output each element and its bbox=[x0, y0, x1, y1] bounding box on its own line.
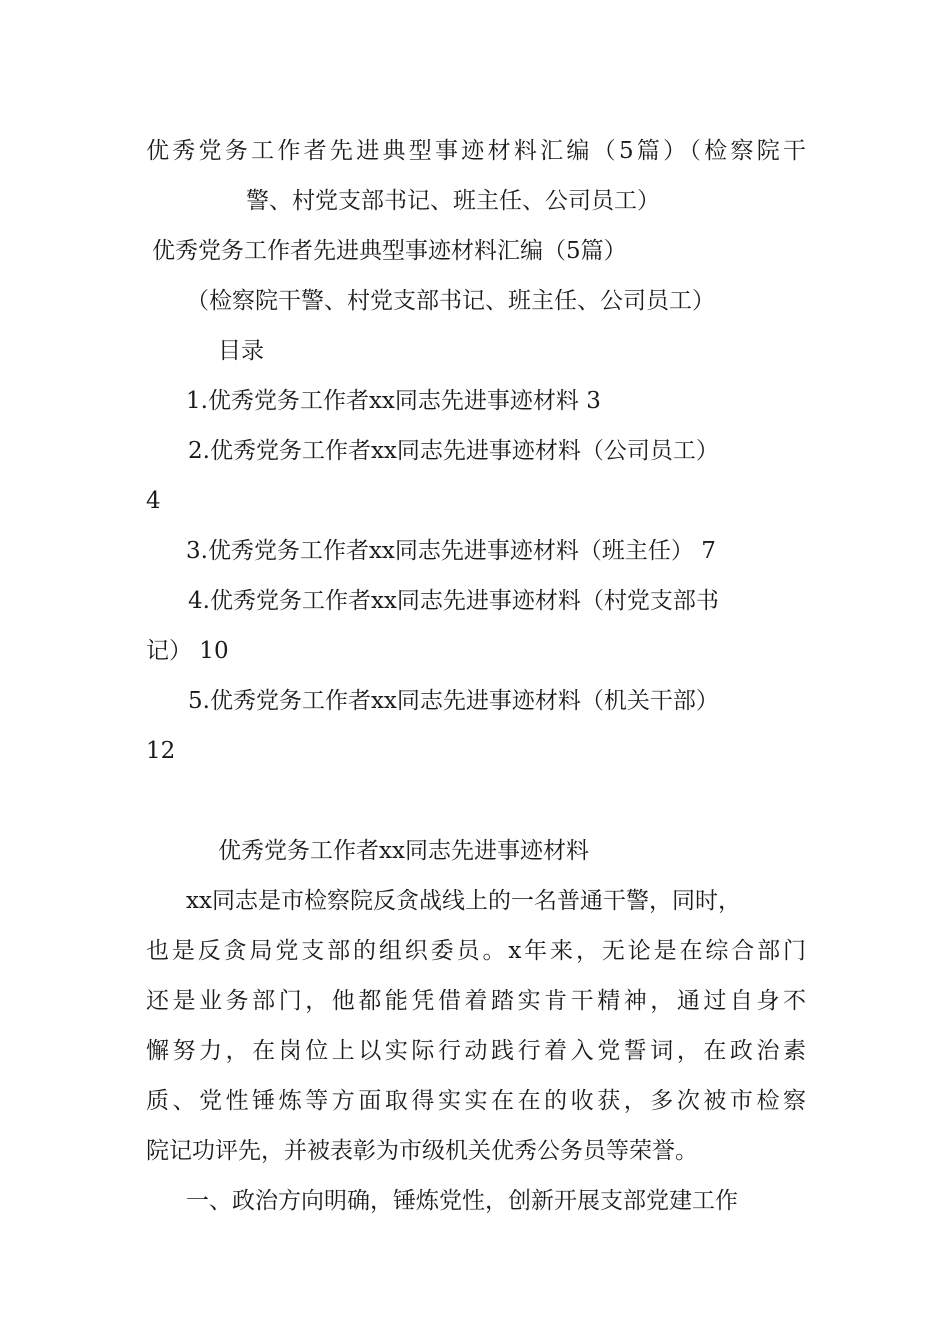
doc-title-line-2: 警、村党支部书记、班主任、公司员工） bbox=[246, 188, 660, 214]
article-paragraph-line: 还是业务部门，他都能凭借着踏实肯干精神，通过自身不 bbox=[146, 988, 806, 1014]
toc-item-2: 2.优秀党务工作者xx同志先进事迹材料（公司员工） bbox=[188, 438, 719, 464]
toc-item-5: 5.优秀党务工作者xx同志先进事迹材料（机关干部） bbox=[188, 688, 719, 714]
article-title: 优秀党务工作者xx同志先进事迹材料 bbox=[218, 838, 589, 864]
toc-item-5-page: 12 bbox=[146, 738, 176, 764]
article-paragraph-line: 质、党性锤炼等方面取得实实在在的收获，多次被市检察 bbox=[146, 1088, 806, 1114]
toc-item-3: 3.优秀党务工作者xx同志先进事迹材料（班主任） 7 bbox=[186, 538, 716, 564]
article-paragraph-line: 院记功评先，并被表彰为市级机关优秀公务员等荣誉。 bbox=[146, 1138, 698, 1164]
article-paragraph-line: 也是反贪局党支部的组织委员。x年来，无论是在综合部门 bbox=[146, 938, 806, 964]
article-paragraph-line: 懈努力，在岗位上以实际行动践行着入党誓词，在政治素 bbox=[146, 1038, 806, 1064]
doc-title-line-1: 优秀党务工作者先进典型事迹材料汇编（5篇）（检察院干 bbox=[146, 138, 806, 164]
section-heading: 一、政治方向明确，锤炼党性，创新开展支部党建工作 bbox=[186, 1188, 738, 1214]
toc-item-1: 1.优秀党务工作者xx同志先进事迹材料 3 bbox=[186, 388, 601, 414]
toc-item-4-cont: 记） 10 bbox=[146, 638, 229, 664]
toc-item-2-page: 4 bbox=[146, 488, 161, 514]
toc-item-4: 4.优秀党务工作者xx同志先进事迹材料（村党支部书 bbox=[188, 588, 719, 614]
doc-subtitle-line-2: （检察院干警、村党支部书记、班主任、公司员工） bbox=[186, 288, 715, 314]
doc-subtitle-line-1: 优秀党务工作者先进典型事迹材料汇编（5篇） bbox=[152, 238, 627, 264]
toc-heading: 目录 bbox=[218, 338, 264, 364]
article-paragraph-line: xx同志是市检察院反贪战线上的一名普通干警，同时， bbox=[186, 888, 741, 914]
